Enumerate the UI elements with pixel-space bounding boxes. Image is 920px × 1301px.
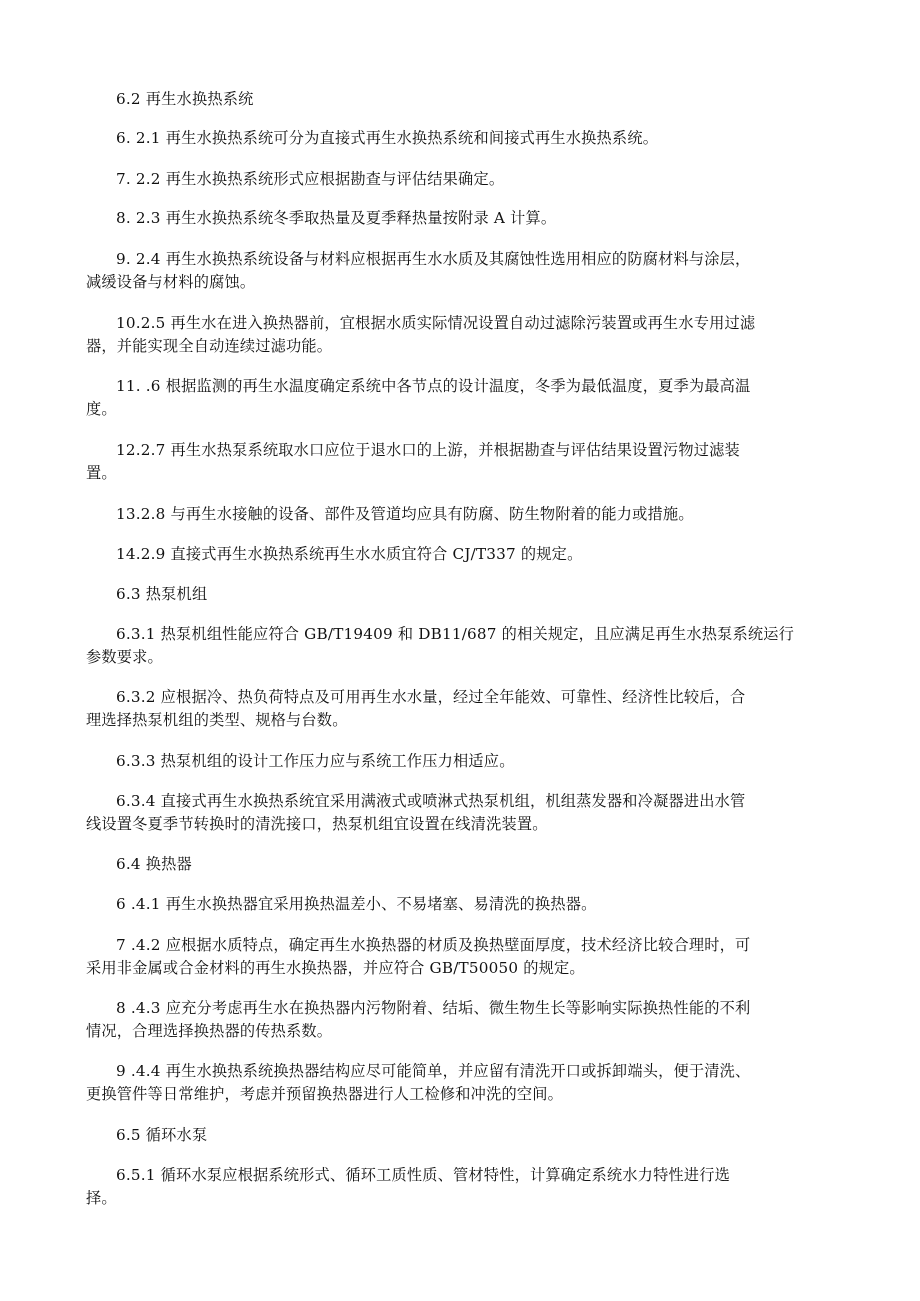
paragraph-line: 11. .6 根据监测的再生水温度确定系统中各节点的设计温度，冬季为最低温度，夏季为最高温: [116, 377, 751, 395]
paragraph-line: 减缓设备与材料的腐蚀。: [86, 273, 256, 291]
paragraph-line: 7 .4.2 应根据水质特点，确定再生水换热器的材质及换热壁面厚度，技术经济比较合理时，可: [116, 936, 751, 954]
paragraph-line: 9 .4.4 再生水换热系统换热器结构应尽可能简单，并应留有清洗开口或拆卸端头，便于清洗、: [116, 1062, 751, 1080]
paragraph-line: 置。: [86, 464, 117, 482]
paragraph-line: 9. 2.4 再生水换热系统设备与材料应根据再生水水质及其腐蚀性选用相应的防腐材料与涂层，: [116, 250, 751, 268]
paragraph-line: 更换管件等日常维护，考虑并预留换热器进行人工检修和冲洗的空间。: [86, 1085, 564, 1103]
section-heading: 6.4 换热器: [116, 855, 192, 873]
section-heading: 6.3 热泵机组: [116, 585, 208, 603]
paragraph-line: 6. 2.1 再生水换热系统可分为直接式再生水换热系统和间接式再生水换热系统。: [116, 129, 659, 147]
paragraph-line: 6.3.3 热泵机组的设计工作压力应与系统工作压力相适应。: [116, 752, 515, 770]
paragraph-line: 器，并能实现全自动连续过滤功能。: [86, 337, 333, 355]
paragraph-line: 6.3.1 热泵机组性能应符合 GB/T19409 和 DB11/687 的相关规定，且应满足再生水热泵系统运行: [116, 625, 795, 643]
paragraph-line: 择。: [86, 1189, 117, 1207]
paragraph-line: 12.2.7 再生水热泵系统取水口应位于退水口的上游，并根据勘查与评估结果设置污物过滤装: [116, 441, 740, 459]
paragraph-line: 参数要求。: [86, 648, 163, 666]
paragraph-line: 线设置冬夏季节转换时的清洗接口，热泵机组宜设置在线清洗装置。: [86, 815, 548, 833]
paragraph-line: 8 .4.3 应充分考虑再生水在换热器内污物附着、结垢、微生物生长等影响实际换热性能的不利: [116, 999, 751, 1017]
paragraph-line: 6 .4.1 再生水换热器宜采用换热温差小、不易堵塞、易清洗的换热器。: [116, 895, 597, 913]
paragraph-line: 13.2.8 与再生水接触的设备、部件及管道均应具有防腐、防生物附着的能力或措施。: [116, 505, 694, 523]
paragraph-line: 6.3.4 直接式再生水换热系统宜采用满液式或喷淋式热泵机组，机组蒸发器和冷凝器进出水管: [116, 792, 746, 810]
paragraph-line: 理选择热泵机组的类型、规格与台数。: [86, 711, 348, 729]
paragraph-line: 采用非金属或合金材料的再生水换热器，并应符合 GB/T50050 的规定。: [86, 959, 585, 977]
paragraph-line: 14.2.9 直接式再生水换热系统再生水水质宜符合 CJ/T337 的规定。: [116, 545, 583, 563]
section-heading: 6.5 循环水泵: [116, 1126, 208, 1144]
section-heading: 6.2 再生水换热系统: [116, 90, 254, 108]
paragraph-line: 8. 2.3 再生水换热系统冬季取热量及夏季释热量按附录 A 计算。: [116, 209, 557, 227]
paragraph-line: 7. 2.2 再生水换热系统形式应根据勘查与评估结果确定。: [116, 170, 505, 188]
paragraph-line: 情况，合理选择换热器的传热系数。: [86, 1022, 333, 1040]
paragraph-line: 度。: [86, 400, 117, 418]
paragraph-line: 10.2.5 再生水在进入换热器前，宜根据水质实际情况设置自动过滤除污装置或再生水专用过滤: [116, 314, 756, 332]
paragraph-line: 6.5.1 循环水泵应根据系统形式、循环工质性质、管材特性，计算确定系统水力特性进行选: [116, 1166, 731, 1184]
paragraph-line: 6.3.2 应根据冷、热负荷特点及可用再生水水量，经过全年能效、可靠性、经济性比较后，合: [116, 688, 746, 706]
